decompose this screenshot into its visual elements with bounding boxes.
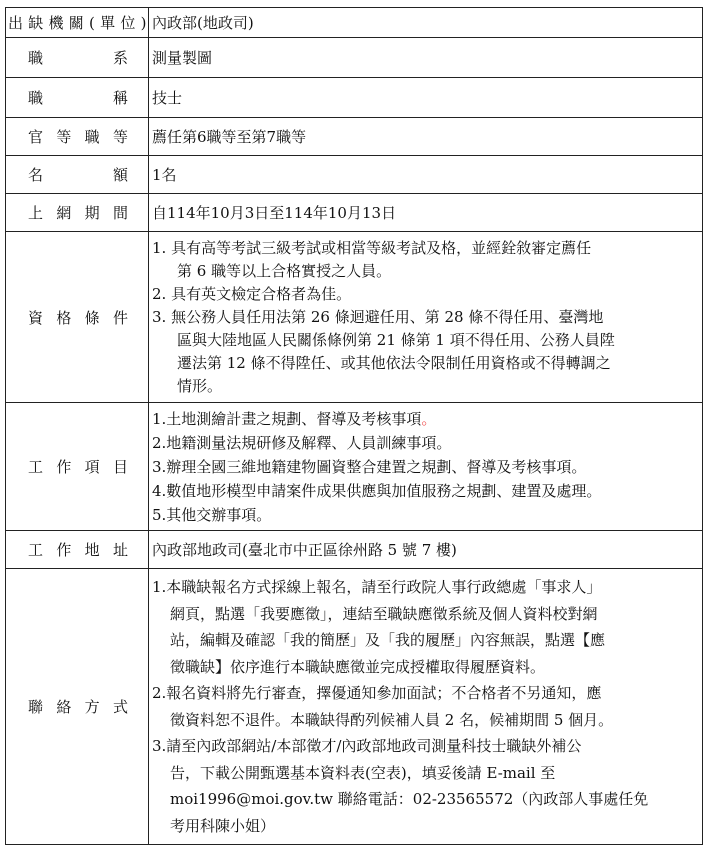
row-agency	[6, 8, 703, 38]
contact-line	[152, 760, 699, 787]
duties-line	[152, 431, 699, 455]
row-title	[6, 78, 703, 118]
contact-line-text: 考用科陳小姐）	[170, 816, 276, 835]
row-duties	[6, 403, 703, 531]
contact-line-text: 網頁，點選「我要應徵」，連結至職缺應徵系統及個人資料校對網	[170, 604, 598, 623]
contact-line-text: 2.報名資料將先行審查，擇優通知參加面試；不合格者不另通知，應	[152, 684, 602, 702]
job-vacancy-table	[5, 7, 703, 845]
contact-line-text: 3.請至內政部網站/本部徵才/內政部地政司測量科技士職缺外補公	[152, 737, 582, 755]
label-period: 上網期間	[28, 204, 128, 222]
value-qualifications	[149, 232, 703, 403]
row-location	[6, 531, 703, 569]
duties-line-text: 3.辦理全國三維地籍建物圖資整合建置之規劃、督導及考核事項。	[152, 457, 587, 476]
contact-line	[152, 680, 699, 707]
row-quota	[6, 156, 703, 194]
value-period: 自114年10月3日至114年10月13日	[149, 194, 703, 232]
row-series	[6, 38, 703, 78]
duties-line-mark: 。	[421, 409, 437, 428]
value-contact	[149, 569, 703, 845]
qualifications-line	[152, 306, 699, 329]
qualifications-line-text: 遷法第 12 條不得陞任、或其他依法令限制任用資格或不得轉調之	[177, 353, 611, 372]
value-series: 測量製圖	[149, 38, 703, 78]
qualifications-line-text: 第 6 職等以上合格實授之人員。	[177, 261, 392, 280]
label-contact: 聯絡方式	[28, 698, 128, 716]
contact-line-text: 站，編輯及確認「我的簡歷」及「我的履歷」內容無誤，點選【應	[170, 631, 606, 649]
qualifications-line-text: 情形。	[177, 376, 223, 395]
duties-line-text: 5.其他交辦事項。	[152, 505, 272, 524]
row-qualifications	[6, 232, 703, 403]
value-duties	[149, 403, 703, 531]
contact-line	[152, 813, 699, 840]
label-title: 職稱	[28, 89, 128, 107]
qualifications-line	[152, 375, 699, 398]
label-location: 工作地址	[28, 541, 128, 559]
value-quota: 1名	[149, 156, 703, 194]
duties-line	[152, 503, 699, 527]
contact-line-text: 告，下載公開甄選基本資料表(空表)，填妥後請 E-mail 至	[170, 763, 556, 782]
qualifications-line-text: 1. 具有高等考試三級考試或相當等級考試及格，並經銓敘審定薦任	[152, 238, 592, 257]
qualifications-line	[152, 352, 699, 375]
qualifications-line	[152, 260, 699, 283]
contact-line-text: 徵資料恕不退件。本職缺得酌列候補人員 2 名，候補期間 5 個月。	[170, 710, 614, 729]
contact-line-text: moi1996@moi.gov.tw 聯絡電話：02-23565572（內政部人事處任免	[170, 790, 649, 808]
duties-line-text: 1.土地測繪計畫之規劃、督導及考核事項	[152, 409, 422, 428]
duties-line-text: 4.數值地形模型申請案件成果供應與加值服務之規劃、建置及處理。	[152, 481, 602, 500]
qualifications-line	[152, 283, 699, 306]
qualifications-line-text: 區與大陸地區人民關係條例第 21 條第 1 項不得任用、公務人員陞	[177, 330, 615, 349]
contact-line	[152, 574, 699, 601]
duties-line	[152, 455, 699, 479]
label-duties: 工作項目	[28, 458, 128, 476]
contact-line	[152, 654, 699, 681]
row-period	[6, 194, 703, 232]
label-qualifications: 資格條件	[28, 308, 128, 327]
value-title: 技士	[149, 78, 703, 118]
contact-line-text: 徵職缺】依序進行本職缺應徵並完成授權取得履歷資料。	[170, 657, 546, 676]
qualifications-line	[152, 329, 699, 352]
label-series: 職系	[28, 49, 128, 67]
row-contact	[6, 569, 703, 845]
label-agency: 出缺機關(單位)	[8, 14, 146, 32]
duties-line-text: 2.地籍測量法規研修及解釋、人員訓練事項。	[152, 433, 452, 452]
qualifications-line-text: 2. 具有英文檢定合格者為佳。	[152, 284, 352, 303]
value-grade: 薦任第6職等至第7職等	[149, 118, 703, 156]
qualifications-line	[152, 237, 699, 260]
contact-line	[152, 627, 699, 654]
label-grade: 官等職等	[28, 128, 128, 146]
value-location: 內政部地政司(臺北市中正區徐州路 5 號 7 樓)	[149, 531, 703, 569]
contact-line	[152, 601, 699, 628]
contact-line	[152, 786, 699, 813]
row-grade	[6, 118, 703, 156]
value-agency: 內政部(地政司)	[149, 8, 703, 38]
contact-line	[152, 733, 699, 760]
duties-line	[152, 407, 699, 431]
qualifications-line-text: 3. 無公務人員任用法第 26 條迴避任用、第 28 條不得任用、臺灣地	[152, 307, 604, 326]
duties-line	[152, 479, 699, 503]
label-quota: 名額	[28, 166, 128, 184]
contact-line	[152, 707, 699, 734]
contact-line-text: 1.本職缺報名方式採線上報名，請至行政院人事行政總處「事求人」	[152, 578, 602, 596]
